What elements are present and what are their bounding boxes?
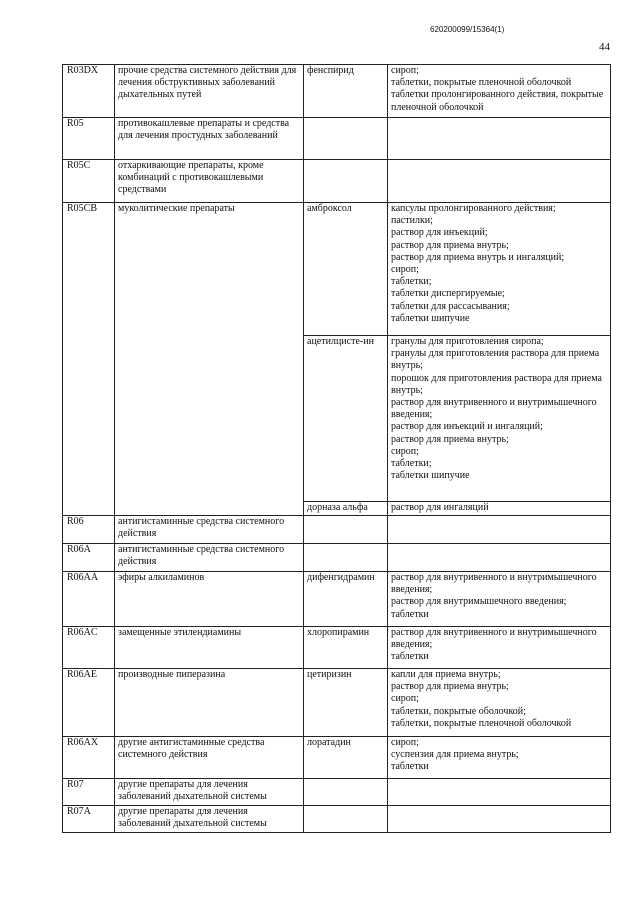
group-name: отхаркивающие препараты, кроме комбинаций с противокашлевыми средствами [115, 160, 304, 203]
drug-name [304, 779, 388, 806]
drug-name: ацетилцисте-ин [304, 336, 388, 502]
dosage-forms: раствор для ингаляций [388, 502, 611, 516]
document-id: 620200099/15364(1) [430, 25, 505, 34]
table-row [63, 203, 611, 336]
drug-name [304, 516, 388, 544]
dosage-forms: раствор для внутривенного и внутримышечного введения; таблетки [388, 627, 611, 669]
group-name: другие препараты для лечения заболеваний дыхательной системы [115, 779, 304, 806]
atc-code: R07A [63, 806, 115, 833]
atc-code: R06AE [63, 669, 115, 737]
group-name: замещенные этилендиамины [115, 627, 304, 669]
group-name: антигистаминные средства системного действия [115, 516, 304, 544]
table-row [63, 627, 611, 669]
group-name: другие антигистаминные средства системного действия [115, 737, 304, 779]
dosage-forms: капсулы пролонгированного действия; пастилки; раствор для инъекций; раствор для приема внутрь; раствор для приема внутрь и ингаляций; сироп; таблетки; таблетки диспергируемые; таблетки для рассасывания; таблетки шипучие [388, 203, 611, 336]
atc-code: R06AX [63, 737, 115, 779]
atc-code: R05CB [63, 203, 115, 516]
drug-name: амброксол [304, 203, 388, 336]
group-name: производные пиперазина [115, 669, 304, 737]
dosage-forms [388, 516, 611, 544]
drug-name: цетиризин [304, 669, 388, 737]
group-name: прочие средства системного действия для лечения обструктивных заболеваний дыхательных путей [115, 65, 304, 118]
dosage-forms: капли для приема внутрь; раствор для приема внутрь; сироп; таблетки, покрытые оболочкой; таблетки, покрытые пленочной оболочкой [388, 669, 611, 737]
table-row [63, 737, 611, 779]
drug-table [62, 64, 611, 833]
dosage-forms: раствор для внутривенного и внутримышечного введения; раствор для внутримышечного введения; таблетки [388, 572, 611, 627]
group-name: противокашлевые препараты и средства для лечения простудных заболеваний [115, 118, 304, 160]
table-row [63, 118, 611, 160]
dosage-forms [388, 160, 611, 203]
drug-name: дифенгидрамин [304, 572, 388, 627]
table-row [63, 160, 611, 203]
dosage-forms: сироп; таблетки, покрытые пленочной оболочкой таблетки пролонгированного действия, покрытые пленочной оболочкой [388, 65, 611, 118]
atc-code: R06AA [63, 572, 115, 627]
drug-name [304, 806, 388, 833]
atc-code: R05 [63, 118, 115, 160]
atc-code: R06AC [63, 627, 115, 669]
group-name: антигистаминные средства системного действия [115, 544, 304, 572]
dosage-forms [388, 806, 611, 833]
drug-name: дорназа альфа [304, 502, 388, 516]
drug-name: фенспирид [304, 65, 388, 118]
atc-code: R05C [63, 160, 115, 203]
table-row [63, 544, 611, 572]
table-row [63, 806, 611, 833]
table-row [63, 516, 611, 544]
table-row [63, 669, 611, 737]
dosage-forms: гранулы для приготовления сиропа; гранулы для приготовления раствора для приема внутрь; порошок для приготовления раствора для приема внутрь; раствор для внутривенного и внутримышечного введения; раствор для инъекций и ингаляций; раствор для приема внутрь; сироп; таблетки; таблетки шипучие [388, 336, 611, 502]
atc-code: R07 [63, 779, 115, 806]
group-name: эфиры алкиламинов [115, 572, 304, 627]
page-number: 44 [599, 41, 610, 53]
dosage-forms [388, 544, 611, 572]
atc-code: R06A [63, 544, 115, 572]
drug-name [304, 160, 388, 203]
dosage-forms [388, 118, 611, 160]
group-name: другие препараты для лечения заболеваний дыхательной системы [115, 806, 304, 833]
table-row [63, 572, 611, 627]
drug-name: лоратадин [304, 737, 388, 779]
table-row [63, 779, 611, 806]
drug-name [304, 544, 388, 572]
dosage-forms: сироп; суспензия для приема внутрь; таблетки [388, 737, 611, 779]
drug-name: хлоропирамин [304, 627, 388, 669]
drug-name [304, 118, 388, 160]
dosage-forms [388, 779, 611, 806]
group-name: муколитические препараты [115, 203, 304, 516]
atc-code: R06 [63, 516, 115, 544]
table-row [63, 65, 611, 118]
atc-code: R03DX [63, 65, 115, 118]
